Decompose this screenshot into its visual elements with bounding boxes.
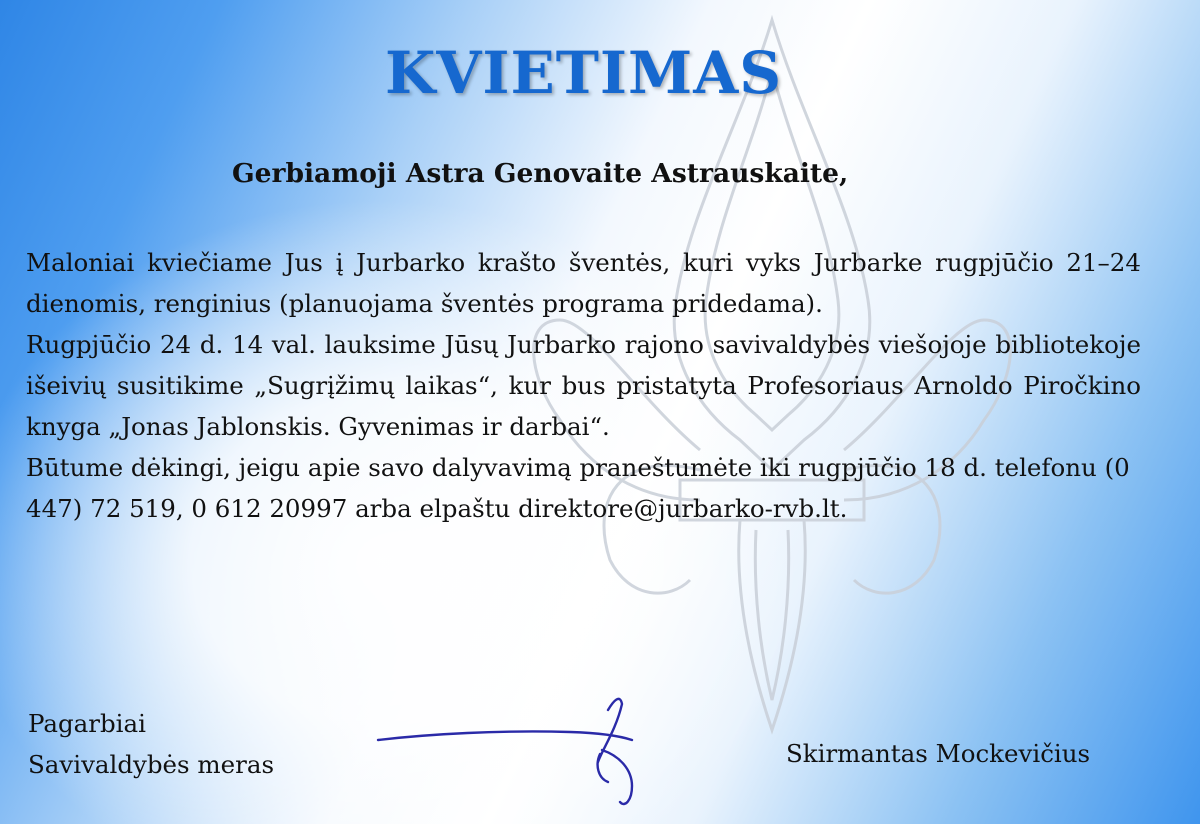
handwritten-signature [370,690,670,820]
letter-body [26,242,1141,529]
closing-position: Savivaldybės meras [28,750,275,779]
closing-regards: Pagarbiai [28,709,146,738]
salutation: Gerbiamoji Astra Genovaite Astrauskaite, [232,158,849,189]
document-title: KVIETIMAS [385,39,783,107]
closing-block [28,703,274,785]
paragraph-rsvp: Būtume dėkingi, jeigu apie savo dalyvavimą praneštumėte iki rugpjūčio 18 d. telefonu (0 447) 72 519, 0 612 20997 arba elpaštu direktore@jurbarko-rvb.lt. [26,453,1130,523]
signer-name: Skirmantas Mockevičius [786,739,1091,768]
paragraph-invitation: Maloniai kviečiame Jus į Jurbarko krašto šventės, kuri vyks Jurbarke rugpjūčio 21–24 dienomis, renginius (planuojama šventės programa pridedama). [26,248,1141,318]
paragraph-event-details: Rugpjūčio 24 d. 14 val. lauksime Jūsų Jurbarko rajono savivaldybės viešojoje bibliotekoje išeivių susitikime „Sugrįžimų laikas“, kur bus pristatyta Profesoriaus Arnoldo Piročkino knyga „Jonas Jablonskis. Gyvenimas ir darbai“. [26,330,1141,441]
